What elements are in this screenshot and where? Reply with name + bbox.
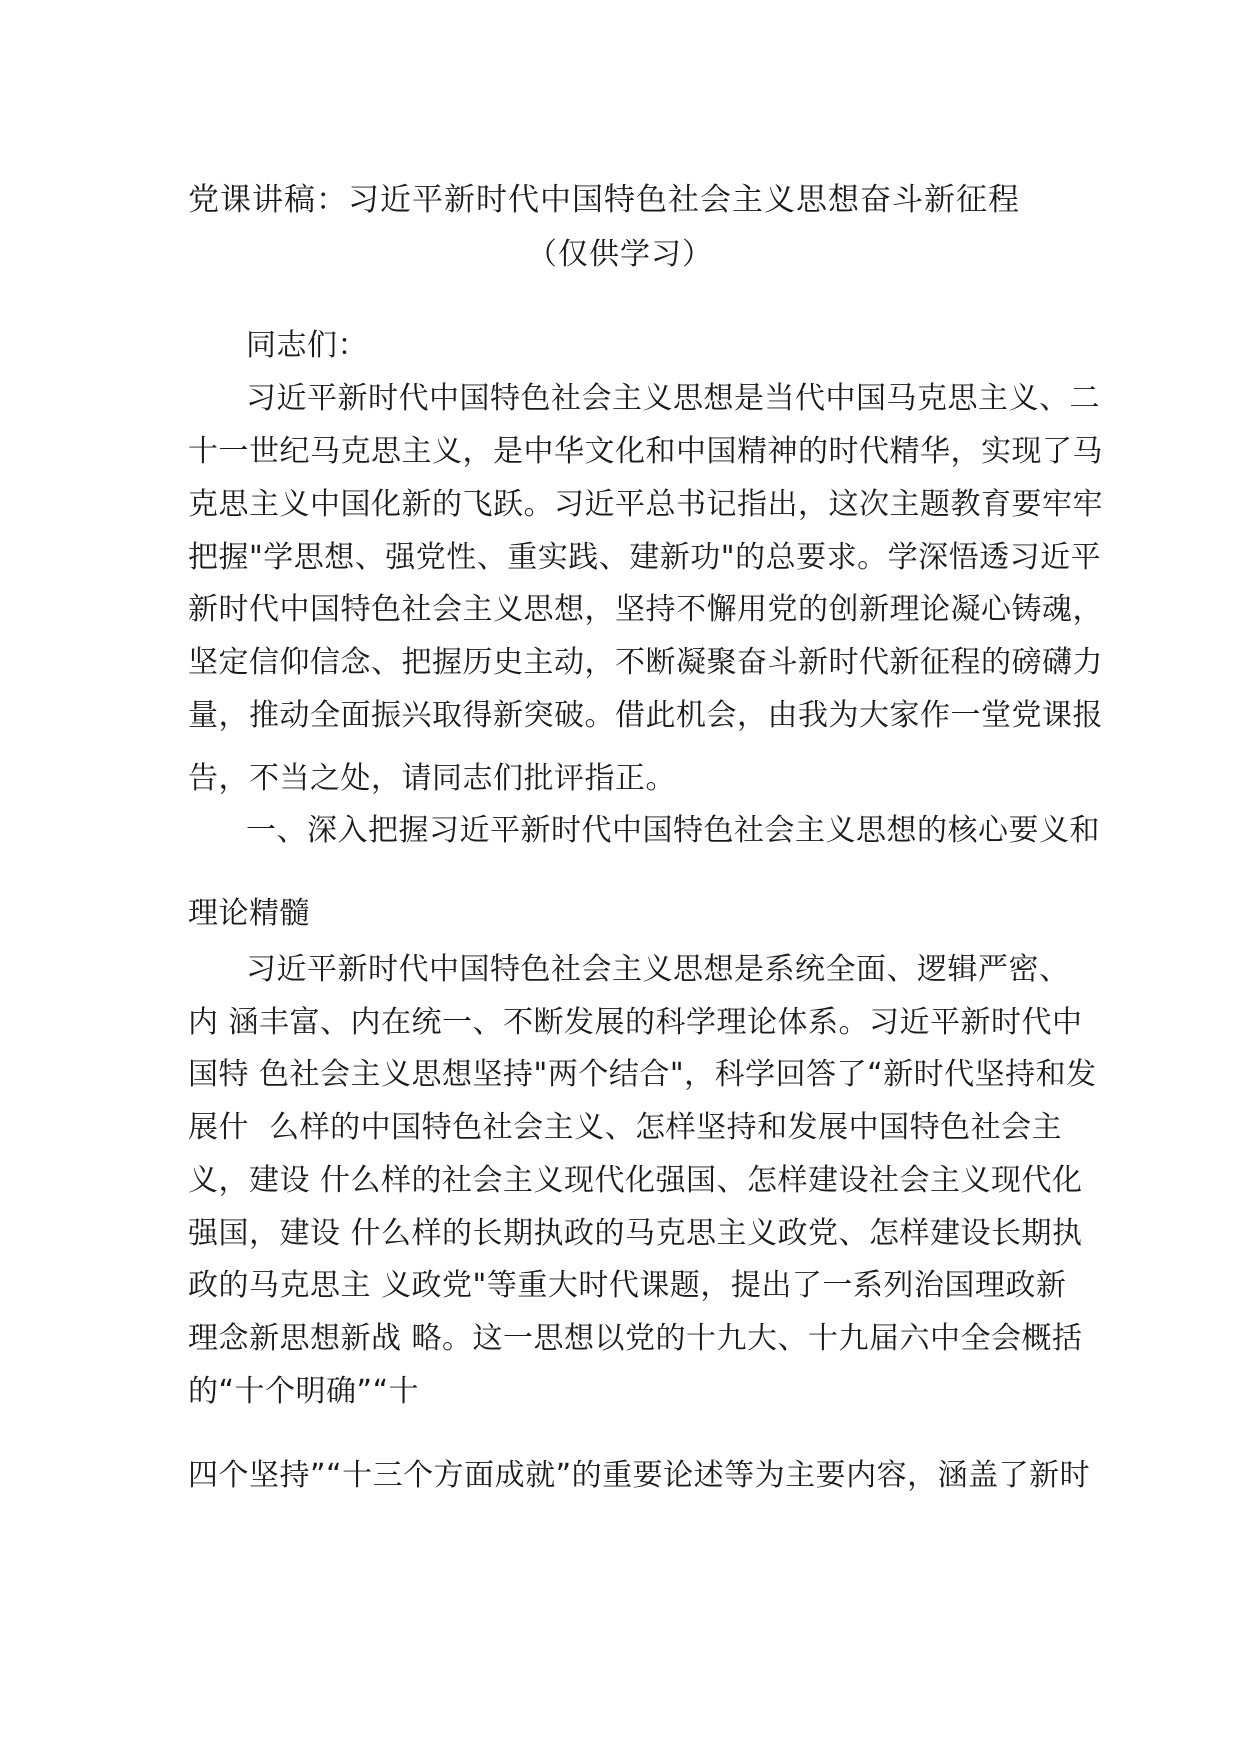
paragraph-line: 量，推动全面振兴取得新突破。借此机会，由我为大家作一堂党课报 — [188, 698, 1103, 733]
paragraph-line: 习近平新时代中国特色社会主义思想是系统全面、逻辑严密、 — [246, 952, 1070, 987]
paragraph-line: 展什 么样的中国特色社会主义、怎样坚持和发展中国特色社会主 — [188, 1110, 1063, 1145]
paragraph-line: 告，不当之处，请同志们批评指正。 — [188, 761, 676, 796]
section-heading-continued: 理论精髓 — [188, 896, 310, 931]
paragraph-line: 政的马克思主 义政党"等重大时代课题，提出了一系列治国理政新 — [188, 1268, 1067, 1303]
paragraph-line: 克思主义中国化新的飞跃。习近平总书记指出，这次主题教育要牢牢 — [188, 487, 1103, 522]
document-subtitle: （仅供学习） — [527, 237, 713, 272]
paragraph-line: 理念新思想新战 略。这一思想以党的十九大、十九届六中全会概括 — [188, 1321, 1083, 1356]
paragraph-line: 习近平新时代中国特色社会主义思想是当代中国马克思主义、二 — [246, 381, 1100, 416]
paragraph-line: 的“十个明确”“十 — [188, 1374, 420, 1409]
paragraph-line: 强国，建设 什么样的长期执政的马克思主义政党、怎样建设长期执 — [188, 1216, 1083, 1251]
paragraph-line: 把握"学思想、强党性、重实践、建新功"的总要求。学深悟透习近平 — [188, 540, 1102, 575]
paragraph-line: 内 涵丰富、内在统一、不断发展的科学理论体系。习近平新时代中 — [188, 1005, 1083, 1040]
paragraph-line: 国特 色社会主义思想坚持"两个结合"，科学回答了“新时代坚持和发 — [188, 1057, 1097, 1092]
document-title: 党课讲稿：习近平新时代中国特色社会主义思想奋斗新征程 — [188, 182, 1020, 218]
greeting: 同志们： — [246, 328, 368, 363]
paragraph-line: 十一世纪马克思主义，是中华文化和中国精神的时代精华，实现了马 — [188, 434, 1103, 469]
paragraph-line: 坚定信仰信念、把握历史主动，不断凝聚奋斗新时代新征程的磅礴力 — [188, 645, 1103, 680]
paragraph-line: 义，建设 什么样的社会主义现代化强国、怎样建设社会主义现代化 — [188, 1163, 1083, 1198]
paragraph-line: 四个坚持”“十三个方面成就”的重要论述等为主要内容，涵盖了新时 — [188, 1458, 1091, 1493]
paragraph-line: 新时代中国特色社会主义思想，坚持不懈用党的创新理论凝心铸魂， — [188, 592, 1103, 627]
section-heading: 一、深入把握习近平新时代中国特色社会主义思想的核心要义和 — [246, 813, 1100, 848]
